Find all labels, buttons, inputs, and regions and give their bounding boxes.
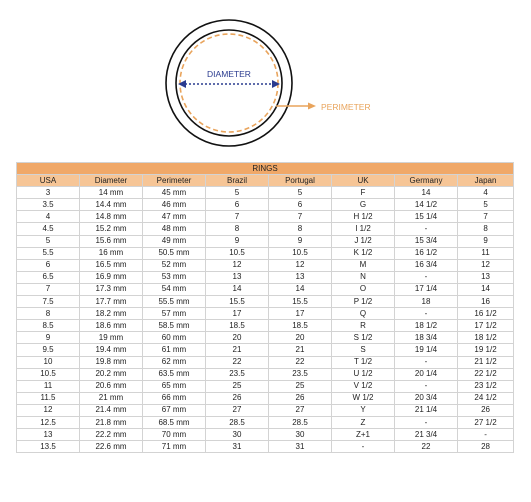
ring-size-table [16,162,514,453]
table-cell-perimeter: 52 mm [143,259,206,271]
table-cell-perimeter: 45 mm [143,187,206,199]
table-row [17,247,514,259]
column-header-portugal: Portugal [269,175,332,187]
table-cell-perimeter: 63.5 mm [143,368,206,380]
table-row [17,392,514,404]
table-cell-portugal: 26 [269,392,332,404]
column-header-brazil: Brazil [206,175,269,187]
table-cell-perimeter: 48 mm [143,223,206,235]
table-cell-germany: 18 1/2 [395,320,458,332]
table-cell-diameter: 17.3 mm [80,283,143,295]
table-cell-brazil: 13 [206,271,269,283]
table-cell-portugal: 23.5 [269,368,332,380]
table-cell-germany: 21 1/4 [395,404,458,416]
table-cell-portugal: 25 [269,380,332,392]
table-cell-perimeter: 60 mm [143,332,206,344]
table-cell-perimeter: 53 mm [143,271,206,283]
table-cell-japan: - [458,429,514,441]
table-cell-diameter: 21.8 mm [80,416,143,428]
table-cell-germany: 16 3/4 [395,259,458,271]
table-row [17,283,514,295]
table-cell-uk: - [332,441,395,453]
table-cell-diameter: 14.8 mm [80,211,143,223]
column-header-perimeter: Perimeter [143,175,206,187]
table-cell-japan: 8 [458,223,514,235]
table-cell-usa: 5.5 [17,247,80,259]
table-cell-brazil: 23.5 [206,368,269,380]
table-row [17,320,514,332]
table-row [17,187,514,199]
table-cell-germany: 20 3/4 [395,392,458,404]
table-cell-perimeter: 62 mm [143,356,206,368]
table-cell-uk: I 1/2 [332,223,395,235]
table-cell-brazil: 22 [206,356,269,368]
table-cell-brazil: 20 [206,332,269,344]
table-cell-germany: - [395,223,458,235]
table-cell-uk: O [332,283,395,295]
table-cell-perimeter: 46 mm [143,199,206,211]
table-cell-diameter: 21 mm [80,392,143,404]
table-cell-portugal: 20 [269,332,332,344]
table-cell-japan: 18 1/2 [458,332,514,344]
table-cell-japan: 28 [458,441,514,453]
table-cell-usa: 7.5 [17,296,80,308]
table-cell-portugal: 5 [269,187,332,199]
table-cell-usa: 12.5 [17,416,80,428]
table-cell-germany: - [395,380,458,392]
table-cell-portugal: 9 [269,235,332,247]
table-cell-usa: 4 [17,211,80,223]
table-cell-brazil: 5 [206,187,269,199]
diameter-label: DIAMETER [207,69,251,79]
table-cell-usa: 8.5 [17,320,80,332]
table-cell-portugal: 18.5 [269,320,332,332]
table-row [17,199,514,211]
table-cell-uk: W 1/2 [332,392,395,404]
table-cell-brazil: 18.5 [206,320,269,332]
table-cell-usa: 8 [17,308,80,320]
table-cell-usa: 11 [17,380,80,392]
table-cell-brazil: 30 [206,429,269,441]
table-cell-germany: 15 1/4 [395,211,458,223]
table-cell-diameter: 16 mm [80,247,143,259]
table-cell-germany: 18 3/4 [395,332,458,344]
table-row [17,429,514,441]
table-cell-germany: 19 1/4 [395,344,458,356]
perimeter-arrow-icon [308,103,316,110]
table-cell-diameter: 19.4 mm [80,344,143,356]
table-cell-uk: N [332,271,395,283]
table-cell-uk: T 1/2 [332,356,395,368]
table-cell-uk: J 1/2 [332,235,395,247]
table-row [17,223,514,235]
table-cell-japan: 12 [458,259,514,271]
table-cell-diameter: 19.8 mm [80,356,143,368]
table-cell-usa: 7 [17,283,80,295]
table-cell-diameter: 19 mm [80,332,143,344]
table-cell-portugal: 7 [269,211,332,223]
table-cell-brazil: 9 [206,235,269,247]
ring-diagram [0,0,531,160]
table-cell-diameter: 14 mm [80,187,143,199]
table-cell-usa: 12 [17,404,80,416]
table-cell-japan: 5 [458,199,514,211]
table-cell-portugal: 8 [269,223,332,235]
table-cell-japan: 27 1/2 [458,416,514,428]
table-cell-perimeter: 58.5 mm [143,320,206,332]
table-cell-portugal: 12 [269,259,332,271]
table-cell-usa: 3.5 [17,199,80,211]
table-cell-usa: 3 [17,187,80,199]
table-cell-brazil: 27 [206,404,269,416]
table-cell-japan: 9 [458,235,514,247]
table-cell-usa: 6.5 [17,271,80,283]
perimeter-dashed-circle [180,34,278,132]
table-cell-perimeter: 49 mm [143,235,206,247]
table-row [17,344,514,356]
table-cell-germany: 14 [395,187,458,199]
table-cell-brazil: 26 [206,392,269,404]
table-cell-uk: M [332,259,395,271]
table-cell-germany: 20 1/4 [395,368,458,380]
table-cell-portugal: 10.5 [269,247,332,259]
table-cell-uk: G [332,199,395,211]
table-cell-japan: 13 [458,271,514,283]
table-cell-portugal: 22 [269,356,332,368]
table-cell-usa: 11.5 [17,392,80,404]
table-cell-brazil: 25 [206,380,269,392]
table-cell-portugal: 27 [269,404,332,416]
table-cell-japan: 17 1/2 [458,320,514,332]
table-cell-brazil: 14 [206,283,269,295]
table-row [17,368,514,380]
table-cell-diameter: 16.9 mm [80,271,143,283]
table-cell-brazil: 8 [206,223,269,235]
table-cell-japan: 16 1/2 [458,308,514,320]
table-cell-uk: F [332,187,395,199]
table-cell-uk: S [332,344,395,356]
table-cell-usa: 5 [17,235,80,247]
table-cell-germany: 21 3/4 [395,429,458,441]
table-row [17,332,514,344]
column-header-diameter: Diameter [80,175,143,187]
table-row [17,416,514,428]
table-cell-portugal: 6 [269,199,332,211]
table-row [17,235,514,247]
table-cell-usa: 4.5 [17,223,80,235]
column-header-uk: UK [332,175,395,187]
table-cell-perimeter: 55.5 mm [143,296,206,308]
table-cell-usa: 10 [17,356,80,368]
table-cell-usa: 9.5 [17,344,80,356]
table-cell-germany: - [395,356,458,368]
table-cell-diameter: 21.4 mm [80,404,143,416]
table-cell-perimeter: 67 mm [143,404,206,416]
table-cell-diameter: 17.7 mm [80,296,143,308]
table-cell-perimeter: 54 mm [143,283,206,295]
table-cell-germany: 14 1/2 [395,199,458,211]
table-cell-uk: R [332,320,395,332]
table-cell-diameter: 20.6 mm [80,380,143,392]
table-cell-japan: 23 1/2 [458,380,514,392]
table-cell-brazil: 21 [206,344,269,356]
table-cell-portugal: 15.5 [269,296,332,308]
table-cell-uk: Y [332,404,395,416]
table-cell-brazil: 12 [206,259,269,271]
table-cell-portugal: 28.5 [269,416,332,428]
table-cell-uk: Z+1 [332,429,395,441]
table-cell-diameter: 16.5 mm [80,259,143,271]
table-row [17,259,514,271]
table-cell-germany: - [395,416,458,428]
table-cell-germany: 16 1/2 [395,247,458,259]
table-cell-perimeter: 71 mm [143,441,206,453]
column-header-usa: USA [17,175,80,187]
table-cell-germany: 22 [395,441,458,453]
table-cell-brazil: 7 [206,211,269,223]
table-cell-uk: H 1/2 [332,211,395,223]
table-cell-japan: 11 [458,247,514,259]
perimeter-label: PERIMETER [321,102,371,112]
table-cell-diameter: 18.6 mm [80,320,143,332]
table-row [17,441,514,453]
table-cell-diameter: 22.2 mm [80,429,143,441]
table-cell-perimeter: 70 mm [143,429,206,441]
table-cell-portugal: 30 [269,429,332,441]
column-header-japan: Japan [458,175,514,187]
table-cell-japan: 4 [458,187,514,199]
table-cell-japan: 24 1/2 [458,392,514,404]
table-cell-uk: V 1/2 [332,380,395,392]
table-cell-japan: 14 [458,283,514,295]
table-cell-germany: - [395,271,458,283]
table-cell-diameter: 15.2 mm [80,223,143,235]
table-cell-brazil: 10.5 [206,247,269,259]
table-cell-brazil: 31 [206,441,269,453]
table-row [17,211,514,223]
table-cell-uk: Z [332,416,395,428]
table-cell-usa: 13.5 [17,441,80,453]
column-header-germany: Germany [395,175,458,187]
table-row [17,404,514,416]
table-cell-brazil: 15.5 [206,296,269,308]
table-row [17,380,514,392]
table-cell-uk: Q [332,308,395,320]
table-title: RINGS [17,163,514,175]
table-cell-brazil: 17 [206,308,269,320]
table-cell-uk: K 1/2 [332,247,395,259]
table-cell-japan: 21 1/2 [458,356,514,368]
table-cell-diameter: 14.4 mm [80,199,143,211]
table-cell-perimeter: 57 mm [143,308,206,320]
table-cell-germany: 15 3/4 [395,235,458,247]
table-row [17,356,514,368]
table-row [17,271,514,283]
table-cell-diameter: 20.2 mm [80,368,143,380]
diameter-arrow-left-icon [178,80,186,88]
table-cell-usa: 9 [17,332,80,344]
table-cell-perimeter: 47 mm [143,211,206,223]
table-cell-perimeter: 61 mm [143,344,206,356]
table-cell-portugal: 31 [269,441,332,453]
table-cell-japan: 26 [458,404,514,416]
table-cell-germany: 18 [395,296,458,308]
table-cell-brazil: 6 [206,199,269,211]
table-row [17,296,514,308]
table-cell-perimeter: 65 mm [143,380,206,392]
table-cell-usa: 6 [17,259,80,271]
table-cell-japan: 16 [458,296,514,308]
table-row [17,308,514,320]
table-cell-uk: S 1/2 [332,332,395,344]
table-cell-portugal: 13 [269,271,332,283]
table-cell-germany: - [395,308,458,320]
table-cell-brazil: 28.5 [206,416,269,428]
table-cell-japan: 7 [458,211,514,223]
table-cell-uk: U 1/2 [332,368,395,380]
table-cell-diameter: 18.2 mm [80,308,143,320]
table-cell-japan: 22 1/2 [458,368,514,380]
table-cell-japan: 19 1/2 [458,344,514,356]
table-cell-portugal: 14 [269,283,332,295]
table-cell-diameter: 22.6 mm [80,441,143,453]
table-cell-usa: 10.5 [17,368,80,380]
diameter-arrow-right-icon [272,80,280,88]
table-cell-usa: 13 [17,429,80,441]
table-cell-diameter: 15.6 mm [80,235,143,247]
table-cell-portugal: 17 [269,308,332,320]
table-cell-perimeter: 68.5 mm [143,416,206,428]
table-cell-germany: 17 1/4 [395,283,458,295]
table-cell-perimeter: 50.5 mm [143,247,206,259]
table-cell-uk: P 1/2 [332,296,395,308]
ring-inner-circle [176,30,282,136]
table-cell-perimeter: 66 mm [143,392,206,404]
table-cell-portugal: 21 [269,344,332,356]
